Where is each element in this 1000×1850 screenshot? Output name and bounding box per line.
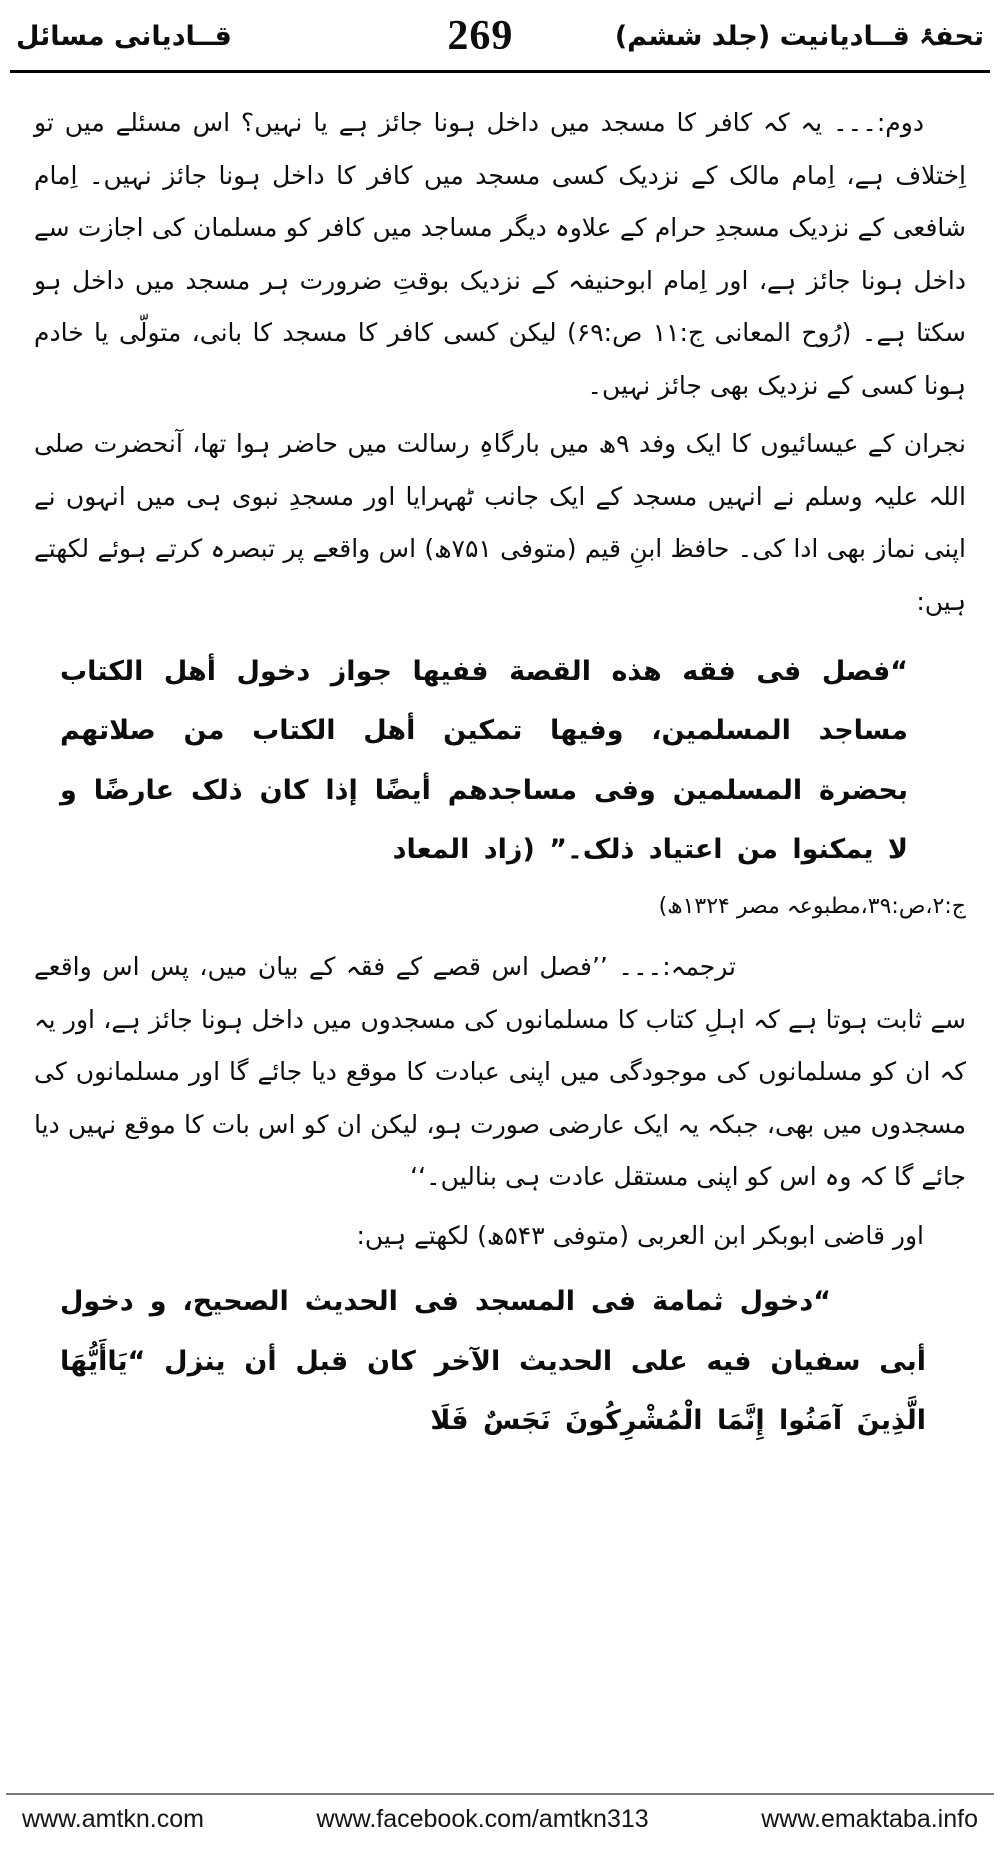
section-title: قــادیانی مسائل: [16, 20, 232, 52]
citation-zad-al-maad: ج:۲،ص:۳۹،مطبوعہ مصر ۱۳۲۴ھ): [658, 893, 966, 919]
book-title: تحفۂ قــادیانیت (جلد ششم): [614, 20, 984, 52]
paragraph-translation: ترجمہ:۔۔۔ ’’فصل اس قصے کے فقہ کے بیان میں، پس اس واقعے سے ثابت ہوتا ہے کہ اہلِ کتاب کا مسلمانوں کی مسجدوں میں داخل ہونا جائز ہے، اور یہ کہ ان کو مسلمانوں کی موجودگی میں اپنی عبادت کا موقع دیا جائے گا اور مسلمانوں کی مسجدوں میں بھی، جبکہ یہ ایک عارضی صورت ہو، لیکن ان کو اس بات کا موقع نہیں دیا جائے گا کہ وہ اس کو اپنی مستقل عادت ہی بنالیں۔‘‘: [34, 952, 966, 1192]
page-header: [0, 0, 1000, 62]
arabic-quotation-ibn-al-arabi: “دخول ثمامة فی المسجد فی الحدیث الصحیح، و دخول أبی سفیان فیه علی الحدیث الآخر کان قبل أن ینزل “يَاأَيُّهَا الَّذِينَ آمَنُوا إِنَّمَا الْمُشْرِكُونَ نَجَسٌ فَلَا: [60, 1286, 926, 1437]
arabic-quotation-ibn-qayyim: “فصل فی فقه هذه القصة ففیها جواز دخول أهل الکتاب مساجد المسلمین، وفیها تمکین أهل الکتاب من صلاتهم بحضرة المسلمین وفی مساجدهم أیضًا إذا کان ذلک عارضًا و لا یمکنوا من اعتیاد ذلک۔” (زاد المعاد: [60, 656, 908, 866]
footer-links: [0, 1803, 1000, 1850]
page-footer: [0, 1793, 1000, 1850]
footer-divider: [6, 1793, 994, 1795]
page-body: [0, 73, 1000, 1793]
link-facebook-page[interactable]: www.facebook.com/amtkn313: [316, 1805, 649, 1833]
paragraph-ruling-on-kafir-entering-mosque: دوم:۔۔۔ یہ کہ کافر کا مسجد میں داخل ہونا جائز ہے یا نہیں؟ اس مسئلے میں تو اِختلاف ہے، اِمام مالک کے نزدیک کسی مسجد میں کافر کا داخل ہونا جائز نہیں۔ اِمام شافعی کے نزدیک مسجدِ حرام کے علاوہ دیگر مساجد میں کافر کو مسلمان کی اجازت سے داخل ہونا جائز ہے، اور اِمام ابوحنیفہ کے نزدیک بوقتِ ضرورت ہر مسجد میں داخل ہو سکتا ہے۔ (رُوح المعانی ج:۱۱ ص:۶۹) لیکن کسی کافر کا مسجد کا بانی، متولّی یا خادم ہونا کسی کے نزدیک بھی جائز نہیں۔: [34, 108, 966, 400]
link-emaktaba-website[interactable]: www.emaktaba.info: [761, 1805, 978, 1833]
link-amtkn-website[interactable]: www.amtkn.com: [22, 1805, 204, 1833]
page-number: 269: [447, 13, 514, 59]
paragraph-najran-delegation: نجران کے عیسائیوں کا ایک وفد ۹ھ میں بارگاہِ رسالت میں حاضر ہوا تھا، آنحضرت صلی اللہ علیہ وسلم نے انہیں مسجد کے ایک جانب ٹھہرایا اور مسجدِ نبوی ہی میں انہوں نے اپنی نماز بھی ادا کی۔ حافظ ابنِ قیم (متوفی ۷۵۱ھ) اس واقعے پر تبصرہ کرتے ہوئے لکھتے ہیں:: [34, 429, 966, 616]
paragraph-qazi-abu-bakr-intro: اور قاضی ابوبکر ابن العربی (متوفی ۵۴۳ھ) لکھتے ہیں:: [356, 1220, 924, 1250]
